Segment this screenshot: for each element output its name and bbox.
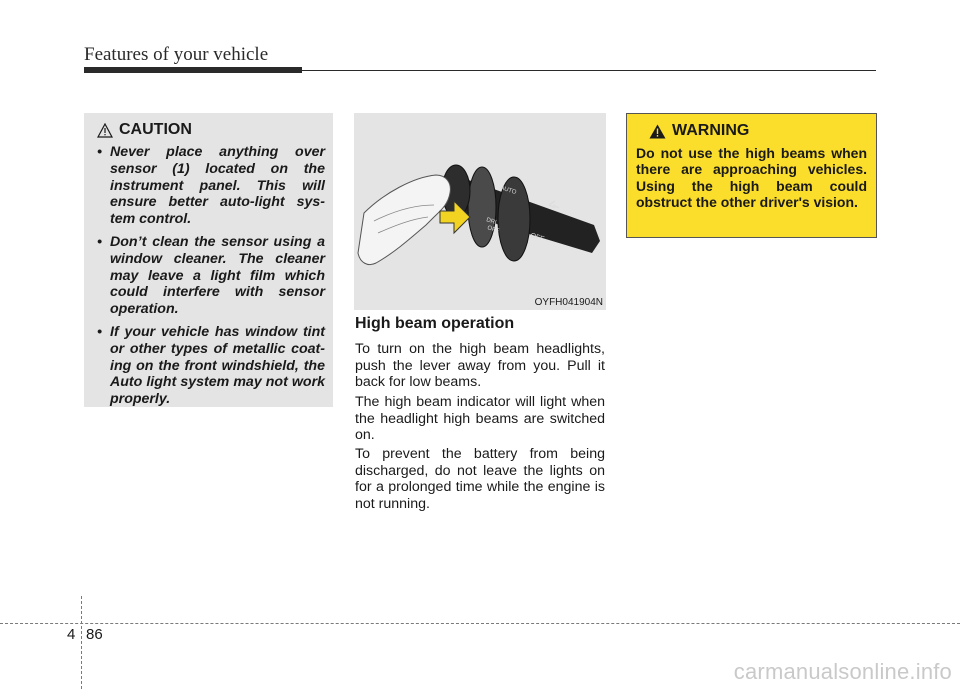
caution-box [84,113,333,407]
headlight-lever-illustration [354,113,606,310]
figure-label-drl: DRL [485,217,499,227]
figure-code: OYFH041904N [534,297,603,308]
caution-triangle-icon [97,123,113,138]
warning-triangle-icon [649,124,666,139]
figure-arrows-symbol [549,201,559,208]
caution-item: • Never place anything over sensor (1) located on the instrument panel. This will ensure better auto-light sys-tem control. [92,144,325,228]
caution-item: • If your vehicle has window tint or other types of metallic coat-ing on the front windshield, the Auto light system may not work properly. [92,324,325,408]
header-rule [302,70,876,71]
body-paragraph: To prevent the battery from being discharged, do not leave the lights on for a prolonged time while the engine is not running. [355,446,605,512]
section-heading: High beam operation [355,315,515,332]
watermark: carmanualsonline.info [733,659,952,684]
footer-line [0,623,960,624]
page-header-title: Features of your vehicle [84,44,269,65]
body-paragraph: The high beam indicator will light when the headlight high beams are switched on. [355,394,605,444]
hand-drawing [358,175,450,265]
caution-item: • Don’t clean the sensor using a window cleaner. The cleaner may leave a light film which could interfere with sensor operation. [92,234,325,318]
page-number: 86 [86,626,103,643]
headlight-lever-figure [354,113,606,310]
switch-ring-inner [468,167,496,247]
figure-label-auto: AUTO [499,185,517,197]
figure-label-off: OFF [529,232,545,244]
caution-title: CAUTION [119,121,192,138]
warning-heading [649,122,867,140]
warning-box [626,113,877,238]
footer-divider [81,596,82,689]
body-paragraph: To turn on the high beam headlights, push the lever away from you. Pull it back for low beams. [355,341,605,391]
caution-heading [97,121,325,139]
warning-text: Do not use the high beams when there are approaching vehicles. Using the high beam could obstruct the other driver's vision. [636,145,867,211]
header-bar [84,67,302,73]
chapter-number: 4 [67,626,76,643]
warning-title: WARNING [672,122,750,139]
figure-label-drl-off: OFF [486,225,500,235]
caution-list [92,144,325,408]
